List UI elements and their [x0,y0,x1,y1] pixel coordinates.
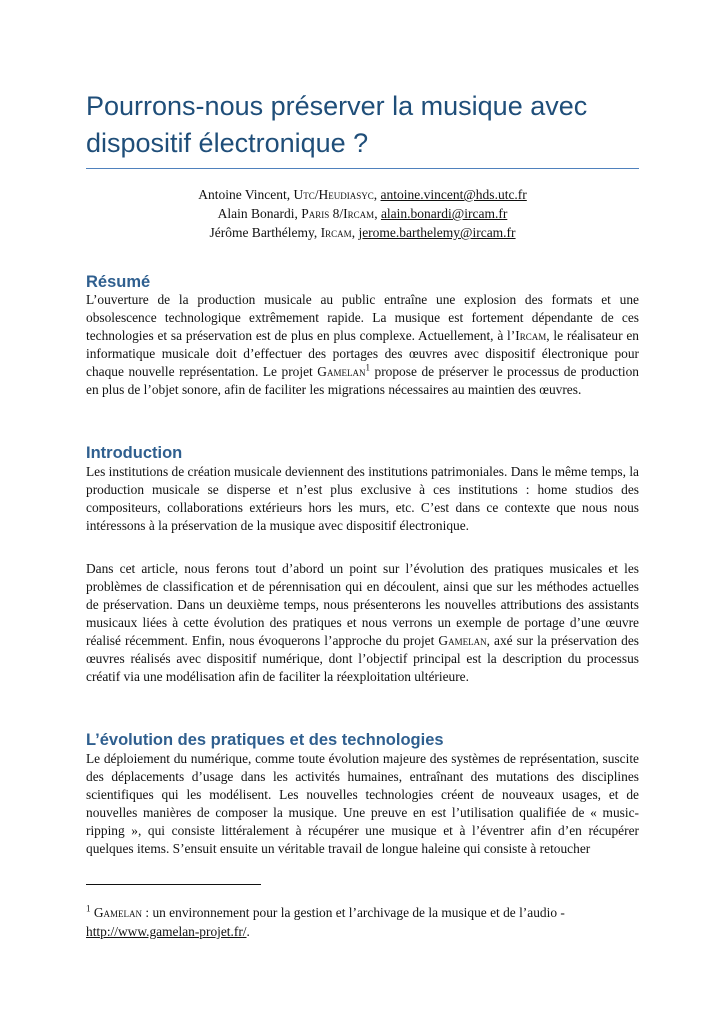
text-run-smallcaps: Gamelan [317,364,366,379]
author-email-link[interactable]: antoine.vincent@hds.utc.fr [380,187,527,202]
author-email-link[interactable]: alain.bonardi@ircam.fr [380,206,508,221]
introduction-paragraph-1: Les institutions de création musicale deviennent des institutions patrimoniales. Dans le même temps, la production musicale se disperse et n’est plus exclusive à ces institutions : home studios des compositeurs, collaborations extérieurs hors les murs, etc. C’est dans ce contexte que nous nous intéressons à la préservation de la musique avec dispositif électronique. [86,464,639,533]
author-line [86,185,639,204]
paper-title: Pourrons-nous préserver la musique avec dispositif électronique ? [86,91,588,158]
abstract-paragraph [86,291,639,399]
footnote [86,903,639,941]
author-line [86,204,639,223]
text-run-smallcaps: Ircam [515,328,547,343]
author-line [86,223,639,242]
footnote-link[interactable]: http://www.gamelan-projet.fr/ [86,924,247,939]
text-run: propose de préserver le processus de production en plus de l’objet sonore, afin de faciliter les migrations nécessaires au maintien des œuvres. [86,364,639,397]
text-run: : un environnement pour la gestion et l’archivage de la musique et de l’audio - [142,905,565,920]
text-run: Dans cet article, nous ferons tout d’abord un point sur l’évolution des pratiques musicales et les problèmes de classification et de pérennisation qui en découlent, ainsi que sur les méthodes actuelles de préservation. Dans un deuxième temps, nous présenterons les nouvelles attributions des assistants musicaux liées à cette évolution des pratiques et nous verrons un exemple de portage d’une œuvre réalisé récemment. Enfin, nous évoquerons l’approche du projet [86,561,639,648]
evolution-paragraph-1: Le déploiement du numérique, comme toute évolution majeure des systèmes de représentation, suscite des déplacements d’usage dans les activités humaines, entraînant des mutations des disciplines scientifiques qui les modélisent. Les nouvelles technologies créent de nouveaux usages, et de nouvelles manières de composer la musique. Une preuve en est l’utilisation qualifiée de « music-ripping », qui consiste littéralement à récupérer une musique et à l’éventrer afin d’en récupérer quelques items. S’ensuit ensuite un véritable travail de longue haleine qui consiste à retoucher [86,751,639,856]
text-run-smallcaps: Gamelan [438,633,487,648]
author-block [86,185,639,242]
text-run: L’ouverture de la production musicale au public entraîne une explosion des formats et une obsolescence technologique extrêmement rapide. La musique est fortement dépendante de ces technologies et sa préservation est de plus en plus complexe. Actuellement, à l’ [86,292,639,343]
text-run-smallcaps: Gamelan [93,905,143,920]
footnote-divider [86,884,261,885]
author-separator: , [351,225,359,240]
text-run: , axé sur la préservation des œuvres réalisés avec dispositif numérique, dont l’objectif principal est la description du processus créatif via une modélisation afin de faciliter la réexploitation ultérieure. [86,633,639,684]
footnote-number: 1 [86,903,91,914]
author-email-link[interactable]: jerome.barthelemy@ircam.fr [358,225,516,240]
introduction-paragraph-2 [86,560,639,686]
author-affiliation: Ircam [320,225,352,240]
footnote-reference[interactable]: 1 [365,362,370,373]
author-affiliation: Utc/Heudiasyc [293,187,374,202]
author-separator: , [373,187,381,202]
author-name: Antoine Vincent, [198,187,294,202]
section-heading-introduction: Introduction [86,444,183,462]
author-affiliation: Paris 8/Ircam [301,206,375,221]
author-separator: , [374,206,381,221]
author-name: Jérôme Barthélemy, [209,225,321,240]
section-heading-evolution: L’évolution des pratiques et des technologies [86,731,444,749]
title-divider [86,168,639,169]
text-run: , le réalisateur en informatique musicale doit d’effectuer des portages des œuvres avec dispositif électronique pour chaque nouvelle représentation. Le projet [86,328,640,379]
text-run: . [246,924,250,939]
author-name: Alain Bonardi, [217,206,302,221]
section-heading-resume: Résumé [86,273,151,291]
